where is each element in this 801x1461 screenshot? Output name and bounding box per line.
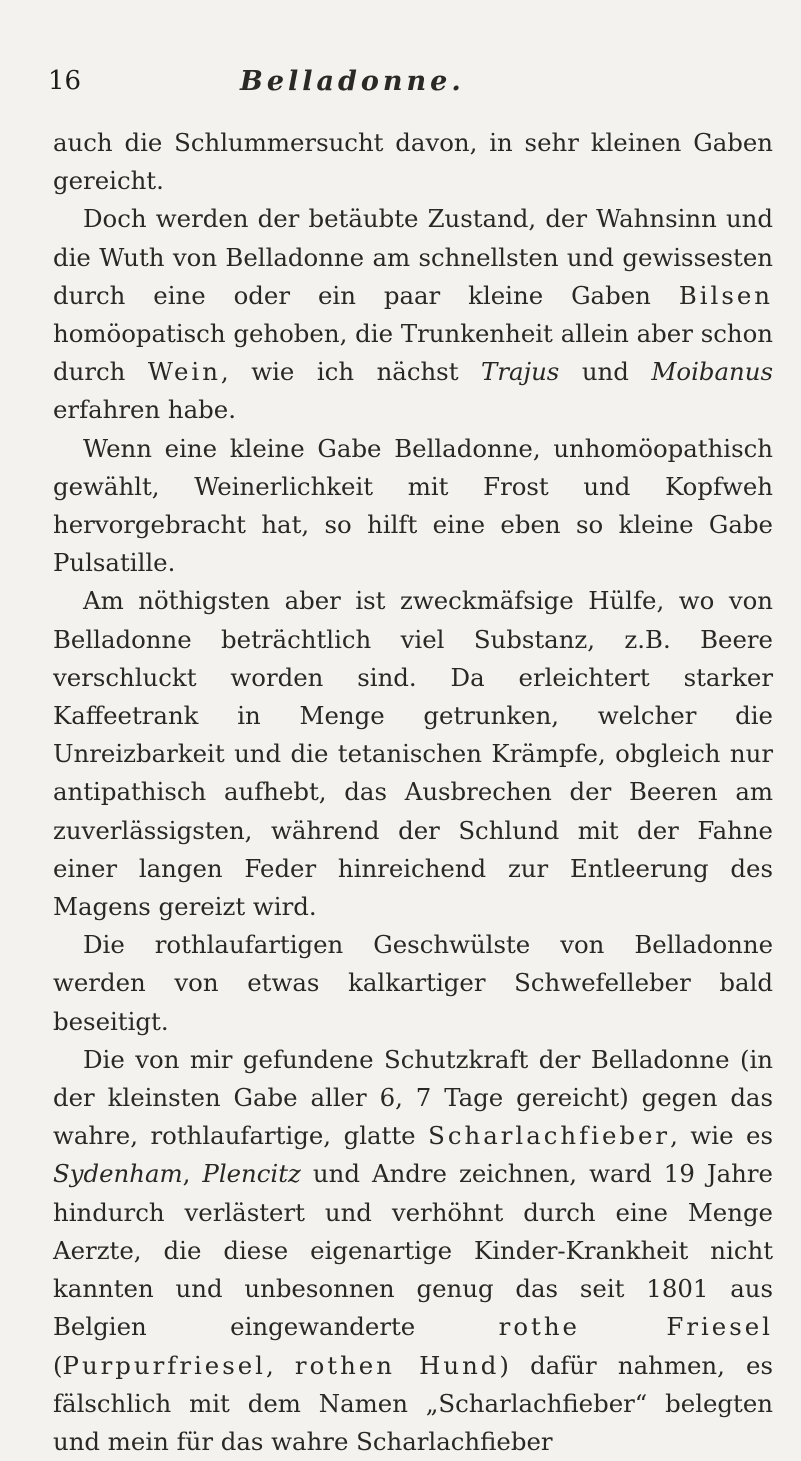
- text-run: Trajus: [481, 357, 560, 387]
- paragraph: [53, 1041, 773, 1461]
- text-run: Bilsen: [678, 280, 773, 310]
- page-number: 16: [48, 66, 82, 96]
- body-text: [53, 124, 773, 1461]
- text-run: Scharlachfieber: [428, 1121, 671, 1151]
- text-run: Sydenham: [53, 1159, 183, 1189]
- text-run: Moibanus: [651, 357, 773, 387]
- text-run: ,: [265, 1350, 295, 1380]
- text-run: ,: [182, 1159, 203, 1189]
- text-run: (: [53, 1350, 63, 1380]
- text-run: Wein: [147, 357, 221, 387]
- paragraph: [53, 582, 773, 926]
- text-run: Am nöthigsten aber ist zweckmäfsige Hülfe, wo von Belladonne beträchtlich viel Substanz, z.B. Beere verschluckt worden sind. Da erleichtert starker Kaffeetrank in Menge getrunken, welcher die Unreizbarkeit und die tetanischen Krämpfe, obgleich nur antipathisch aufhebt, das Ausbrechen der Beeren am zuverlässigsten, während der Schlund mit der Fahne einer langen Feder hinreichend zur Entleerung des Magens gereizt wird.: [53, 586, 773, 922]
- text-run: Die von mir gefundene Schutzkraft der Belladonne (in der kleinsten Gabe aller 6, 7 Tage gereicht) gegen das wahre, rothlaufartige, glatte: [53, 1044, 773, 1151]
- running-title: Belladonne.: [240, 66, 465, 97]
- text-run: Die rothlaufartigen Geschwülste von Belladonne werden von etwas kalkartiger Schwefelleber bald beseitigt.: [53, 930, 773, 1036]
- text-run: auch die Schlummersucht davon, in sehr kleinen Gaben gereicht.: [53, 128, 773, 196]
- paragraph: [53, 430, 773, 583]
- text-run: , wie es: [670, 1121, 773, 1151]
- paragraph: [53, 124, 773, 200]
- text-run: ) dafür nahmen, es fälschlich mit dem Namen „Scharlachfieber“ belegten und mein für das wahre Scharlachfieber: [53, 1350, 773, 1456]
- text-run: Doch werden der betäubte Zustand, der Wahnsinn und die Wuth von Belladonne am schnellsten und gewissesten durch eine oder ein paar kleine Gaben: [53, 204, 773, 310]
- page-header: [48, 66, 768, 106]
- text-run: erfahren habe.: [53, 395, 236, 425]
- text-run: rothen Hund: [294, 1350, 500, 1380]
- text-run: Purpurfriesel: [62, 1350, 266, 1380]
- paragraph: [53, 200, 773, 429]
- text-run: und: [559, 357, 652, 387]
- paragraph: [53, 926, 773, 1041]
- text-run: rothe Friesel: [498, 1312, 773, 1342]
- text-run: homöopatisch gehoben, die Trunkenheit allein aber schon durch: [53, 319, 773, 387]
- text-run: Wenn eine kleine Gabe Belladonne, unhomöopathisch gewählt, Weinerlichkeit mit Frost und Kopfweh hervorgebracht hat, so hilft eine eben so kleine Gabe Pulsatille.: [53, 433, 773, 578]
- text-run: Plencitz: [202, 1159, 301, 1189]
- text-run: , wie ich nächst: [220, 357, 482, 387]
- text-run: und Andre zeichnen, ward 19 Jahre hindurch verlästert und verhöhnt durch eine Menge Aerzte, die diese eigenartige Kinder-Krankheit nicht kannten und unbesonnen genug das seit 1801 aus Belgien eingewanderte: [53, 1159, 773, 1342]
